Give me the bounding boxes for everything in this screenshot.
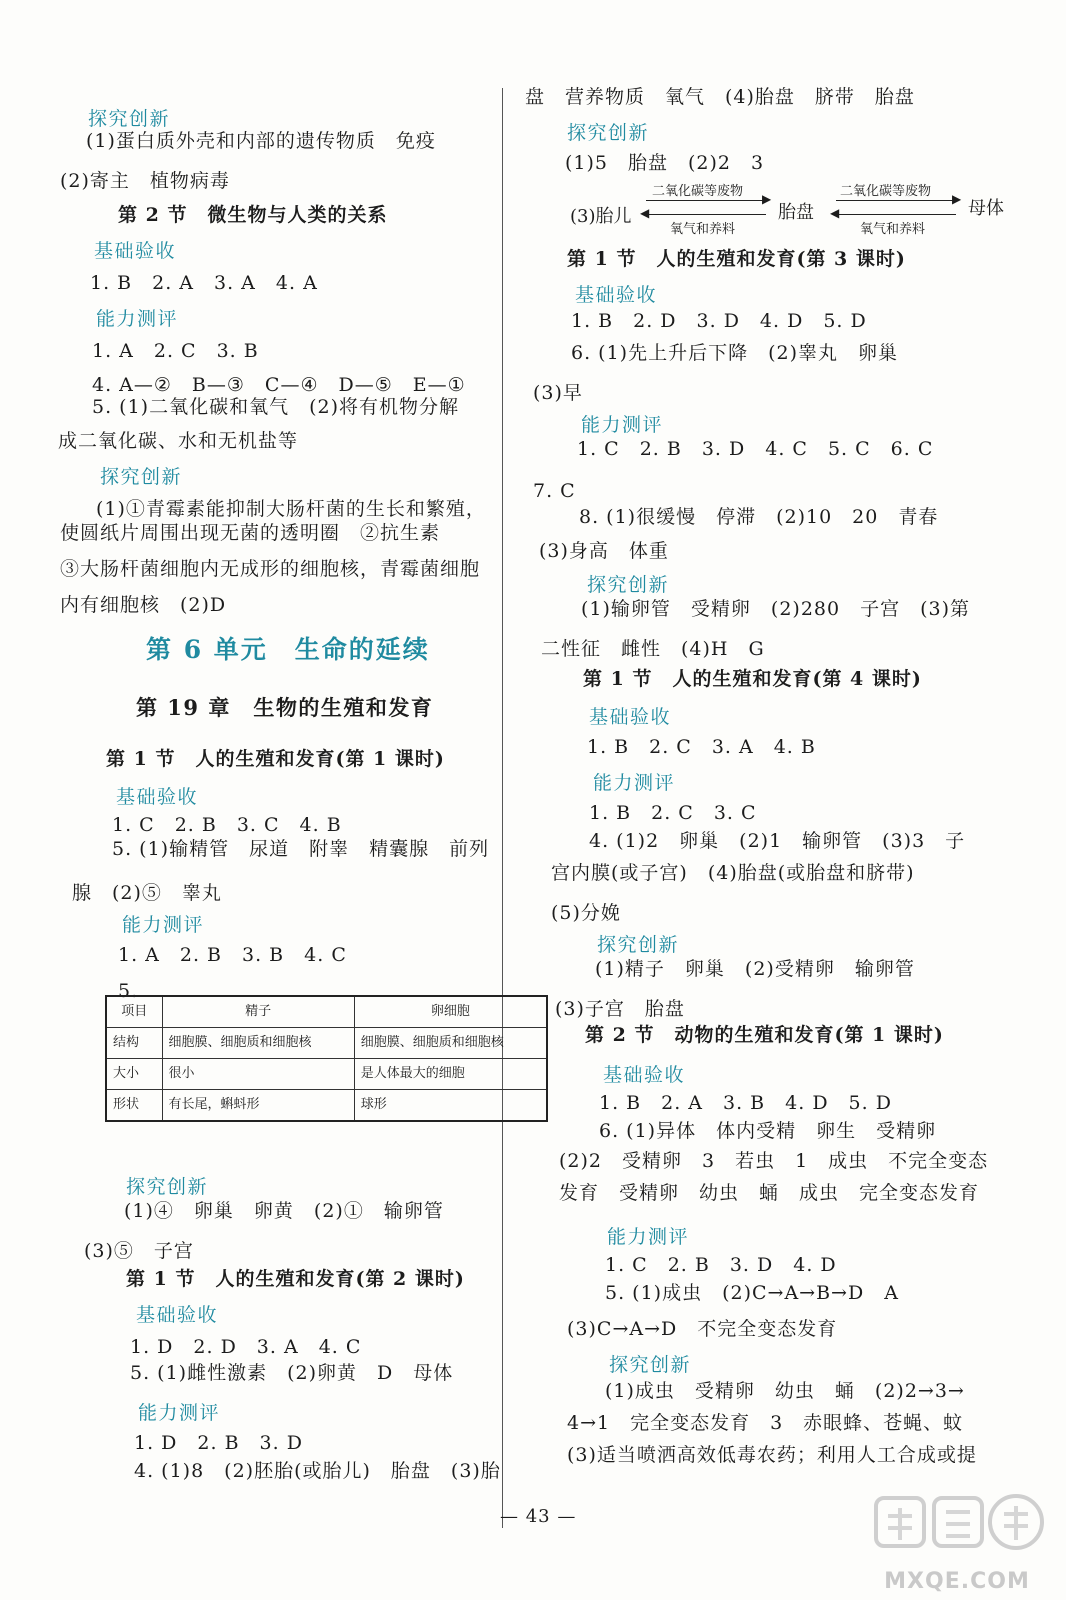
arrow-left-icon <box>646 214 766 215</box>
answer-line: (3)C→A→D 不完全变态发育 <box>567 1318 838 1340</box>
answer-line: (1)5 胎盘 (2)2 3 <box>565 152 765 174</box>
answer-line: 5. (1)输精管 尿道 附睾 精囊腺 前列 <box>112 838 490 860</box>
arrowhead-left-icon: ◀ <box>640 206 650 220</box>
table-cell: 有长尾，蝌蚪形 <box>162 1090 354 1122</box>
section-label-basic: 基础验收 <box>94 240 177 262</box>
column-divider <box>502 88 503 1528</box>
answer-line: 6. (1)先上升后下降 (2)睾丸 卵巢 <box>571 342 898 364</box>
arrow-left-icon <box>836 214 956 215</box>
arrow-right-icon <box>646 200 766 201</box>
section-label-ability: 能力测评 <box>122 914 205 936</box>
table-cell: 大小 <box>106 1059 162 1090</box>
arrowhead-right-icon: ▶ <box>762 192 772 206</box>
section-label-explore: 探究创新 <box>597 934 680 956</box>
comparison-table <box>105 995 548 1122</box>
answer-line: 1. A 2. C 3. B <box>92 340 259 362</box>
formula-middle: 胎盘 <box>778 202 814 223</box>
answer-line: 二性征 雌性 (4)H G <box>541 638 765 660</box>
answer-line: ③大肠杆菌细胞内无成形的细胞核，青霉菌细胞 <box>60 558 481 580</box>
answer-line: 发育 受精卵 幼虫 蛹 成虫 完全变态发育 <box>559 1182 980 1204</box>
table-cell: 结构 <box>106 1028 162 1059</box>
answer-line: 1. A 2. B 3. B 4. C <box>118 944 347 966</box>
answer-line: 1. C 2. B 3. D 4. D <box>605 1254 837 1276</box>
answer-line: 腺 (2)⑤ 睾丸 <box>72 882 222 904</box>
watermark-logo <box>862 1488 1052 1596</box>
answer-line: 1. B 2. C 3. C <box>589 802 757 824</box>
answer-line: 5. <box>118 980 139 1002</box>
table-cell: 是人体最大的细胞 <box>354 1059 547 1090</box>
answer-line: 5. (1)雌性激素 (2)卵黄 D 母体 <box>130 1362 454 1384</box>
answer-line: 8. (1)很缓慢 停滞 (2)10 20 青春 <box>579 506 939 528</box>
section-heading: 第 1 节 人的生殖和发育(第 1 课时) <box>106 748 445 770</box>
section-label-explore: 探究创新 <box>88 108 171 130</box>
table-header-cell: 卵细胞 <box>354 996 547 1028</box>
answer-line: (2)2 受精卵 3 若虫 1 成虫 不完全变态 <box>559 1150 989 1172</box>
exchange-diagram <box>570 180 1040 236</box>
answer-line: (5)分娩 <box>551 902 621 924</box>
section-label-basic: 基础验收 <box>136 1304 219 1326</box>
section-label-basic: 基础验收 <box>116 786 199 808</box>
section-label-basic: 基础验收 <box>603 1064 686 1086</box>
table-row <box>106 1090 547 1122</box>
answer-line: 1. B 2. D 3. D 4. D 5. D <box>571 310 867 332</box>
section-label-basic: 基础验收 <box>575 284 658 306</box>
arrowhead-right-icon: ▶ <box>952 192 962 206</box>
watermark-emblem-icon <box>862 1488 1052 1568</box>
answer-line: (1)精子 卵巢 (2)受精卵 输卵管 <box>595 958 915 980</box>
section-label-basic: 基础验收 <box>589 706 672 728</box>
watermark-text: MXQE.COM <box>884 1569 1030 1594</box>
table-row <box>106 1059 547 1090</box>
answer-line: 1. C 2. B 3. C 4. B <box>112 814 342 836</box>
table-header-cell: 精子 <box>162 996 354 1028</box>
answer-line: 7. C <box>533 480 576 502</box>
section-heading: 第 2 节 动物的生殖和发育(第 1 课时) <box>585 1024 944 1046</box>
answer-line: (1)①青霉素能抑制大肠杆菌的生长和繁殖， <box>96 498 486 520</box>
formula-suffix: 母体 <box>968 198 1004 219</box>
section-label-explore: 探究创新 <box>587 574 670 596</box>
arrow-label-top: 二氧化碳等废物 <box>652 184 744 199</box>
table-cell: 细胞膜、细胞质和细胞核 <box>354 1028 547 1059</box>
answer-line: 5. (1)成虫 (2)C→A→B→D A <box>605 1282 899 1304</box>
table-header-row <box>106 996 547 1028</box>
section-heading: 第 2 节 微生物与人类的关系 <box>118 204 388 226</box>
section-heading: 第 1 节 人的生殖和发育(第 3 课时) <box>567 248 906 270</box>
answer-line: 1. C 2. B 3. D 4. C 5. C 6. C <box>577 438 934 460</box>
answer-line: (1)输卵管 受精卵 (2)280 子宫 (3)第 <box>581 598 971 620</box>
section-label-explore: 探究创新 <box>100 466 183 488</box>
answer-line: 4. A—② B—③ C—④ D—⑤ E—① <box>92 374 466 396</box>
answer-line: (1)成虫 受精卵 幼虫 蛹 (2)2→3→ <box>605 1380 965 1402</box>
chapter-title: 第 19 章 生物的生殖和发育 <box>136 695 434 720</box>
answer-line: (3)身高 体重 <box>539 540 669 562</box>
answer-line: (2)寄主 植物病毒 <box>60 170 230 192</box>
answer-line: 1. D 2. B 3. D <box>134 1432 303 1454</box>
answer-line: 1. B 2. A 3. A 4. A <box>90 272 318 294</box>
answer-line: 盘 营养物质 氧气 (4)胎盘 脐带 胎盘 <box>525 86 915 108</box>
table-row <box>106 1028 547 1059</box>
arrow-label-bottom: 氧气和养料 <box>860 222 926 237</box>
answer-line: 宫内膜(或子宫) (4)胎盘(或胎盘和脐带) <box>551 862 915 884</box>
table-cell: 形状 <box>106 1090 162 1122</box>
section-label-ability: 能力测评 <box>593 772 676 794</box>
answer-line: 4. (1)8 (2)胚胎(或胎儿) 胎盘 (3)胎 <box>134 1460 501 1482</box>
answer-line: 内有细胞核 (2)D <box>60 594 227 616</box>
answer-line: (1)④ 卵巢 卵黄 (2)① 输卵管 <box>124 1200 444 1222</box>
arrow-label-top: 二氧化碳等废物 <box>840 184 932 199</box>
answer-line: 4→1 完全变态发育 3 赤眼蜂、苍蝇、蚊 <box>567 1412 964 1434</box>
answer-line: (3)适当喷洒高效低毒农药；利用人工合成或提 <box>567 1444 977 1466</box>
arrow-right-icon <box>836 200 956 201</box>
answer-line: 成二氧化碳、水和无机盐等 <box>58 430 299 452</box>
answer-line: 1. B 2. C 3. A 4. B <box>587 736 816 758</box>
formula-prefix: (3)胎儿 <box>570 206 632 227</box>
answer-line: (3)早 <box>533 382 583 404</box>
section-label-explore: 探究创新 <box>567 122 650 144</box>
answer-line: (1)蛋白质外壳和内部的遗传物质 免疫 <box>86 130 436 152</box>
section-label-ability: 能力测评 <box>581 414 664 436</box>
section-label-ability: 能力测评 <box>96 308 179 330</box>
arrow-label-bottom: 氧气和养料 <box>670 222 736 237</box>
answer-line: 4. (1)2 卵巢 (2)1 输卵管 (3)3 子 <box>589 830 966 852</box>
answer-line: 6. (1)异体 体内受精 卵生 受精卵 <box>599 1120 937 1142</box>
section-label-explore: 探究创新 <box>609 1354 692 1376</box>
answer-line: 1. D 2. D 3. A 4. C <box>130 1336 362 1358</box>
table-cell: 细胞膜、细胞质和细胞核 <box>162 1028 354 1059</box>
unit-title: 第 6 单元 生命的延续 <box>146 635 430 664</box>
table-header-cell: 项目 <box>106 996 162 1028</box>
section-label-ability: 能力测评 <box>138 1402 221 1424</box>
arrowhead-left-icon: ◀ <box>830 206 840 220</box>
answer-line: 1. B 2. A 3. B 4. D 5. D <box>599 1092 892 1114</box>
section-label-explore: 探究创新 <box>126 1176 209 1198</box>
table-cell: 球形 <box>354 1090 547 1122</box>
answer-line: (3)子宫 胎盘 <box>555 998 685 1020</box>
answer-line: (3)⑤ 子宫 <box>84 1240 194 1262</box>
answer-line: 使圆纸片周围出现无菌的透明圈 ②抗生素 <box>60 522 441 544</box>
section-label-ability: 能力测评 <box>607 1226 690 1248</box>
section-heading: 第 1 节 人的生殖和发育(第 4 课时) <box>583 668 922 690</box>
page-number: — 43 — <box>500 1506 577 1527</box>
table-cell: 很小 <box>162 1059 354 1090</box>
section-heading: 第 1 节 人的生殖和发育(第 2 课时) <box>126 1268 465 1290</box>
answer-line: 5. (1)二氧化碳和氧气 (2)将有机物分解 <box>92 396 459 418</box>
